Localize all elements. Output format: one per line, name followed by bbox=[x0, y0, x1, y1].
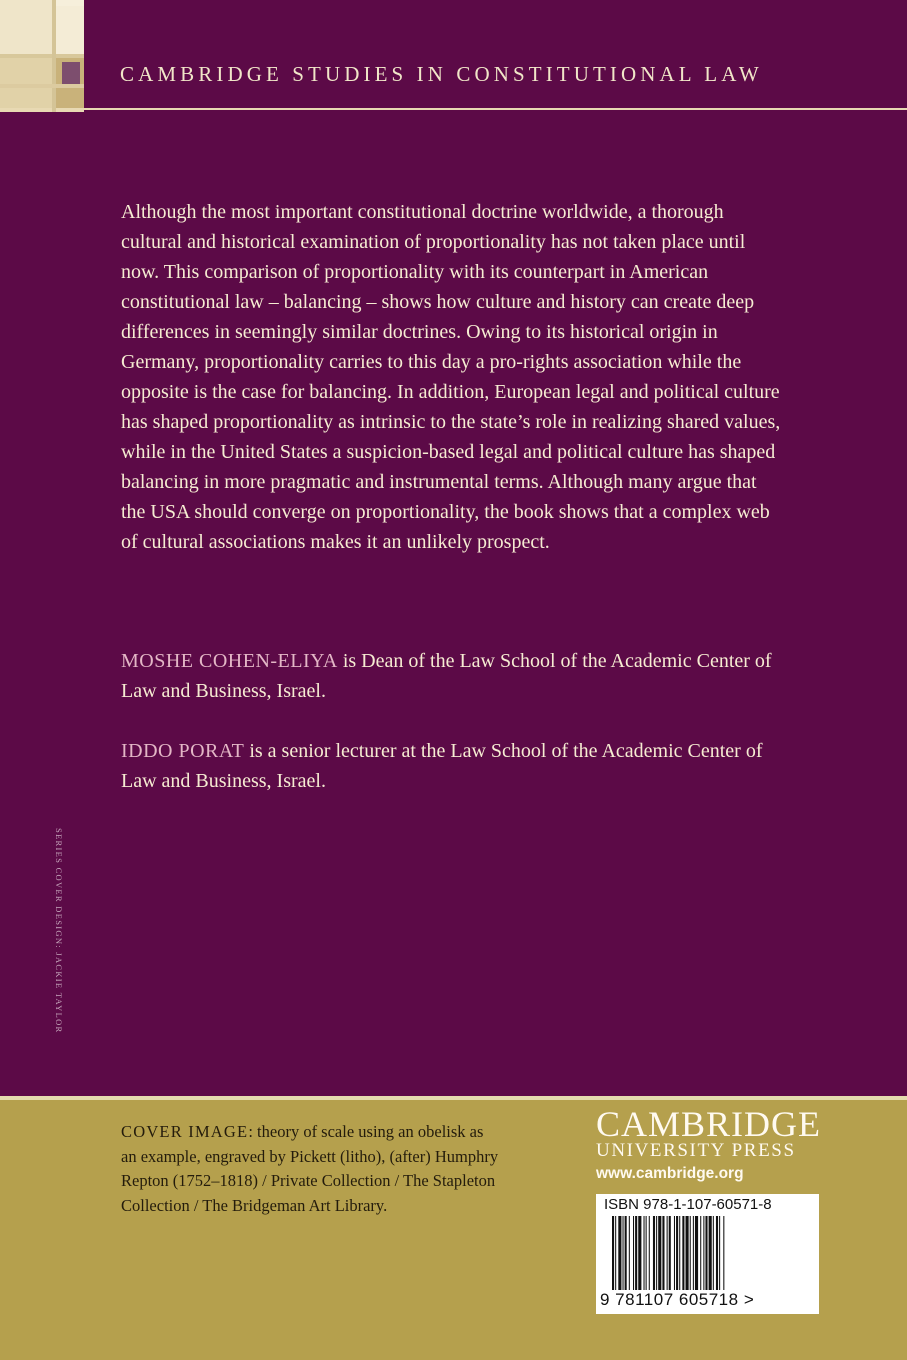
cover-image-credit bbox=[121, 1120, 501, 1218]
design-credit bbox=[50, 828, 70, 1068]
design-credit-text: SERIES COVER DESIGN: JACKIE TAYLOR bbox=[54, 828, 64, 1034]
author-bio-2 bbox=[121, 736, 781, 796]
author-bio-1 bbox=[121, 646, 781, 706]
publisher-subname: UNIVERSITY PRESS bbox=[596, 1140, 796, 1161]
series-title: CAMBRIDGE STUDIES IN CONSTITUTIONAL LAW bbox=[120, 62, 763, 86]
barcode-icon bbox=[610, 1216, 806, 1290]
author-name-1: MOSHE COHEN-ELIYA bbox=[121, 650, 338, 672]
publisher-url[interactable]: www.cambridge.org bbox=[596, 1165, 744, 1182]
cover-image-label: COVER IMAGE bbox=[121, 1122, 249, 1141]
author-bio-text-1: is Dean of the Law School of the Academic Center of Law and Business, Israel. bbox=[121, 650, 772, 702]
top-decoration bbox=[0, 0, 907, 112]
isbn-label: ISBN 978-1-107-60571-8 bbox=[604, 1196, 772, 1213]
top-rule bbox=[84, 108, 907, 110]
author-bio-text-2: is a senior lecturer at the Law School of the Academic Center of Law and Business, Israel. bbox=[121, 740, 763, 792]
isbn-barcode-box bbox=[596, 1194, 819, 1314]
cover-image-text: : theory of scale using an obelisk as an example, engraved by Pickett (litho), (after) Humphry Repton (1752–1818) / Private Collection / The Stapleton Collection / The Bridgeman Art Library. bbox=[121, 1122, 499, 1215]
publisher-name: CAMBRIDGE bbox=[596, 1104, 822, 1144]
book-blurb: Although the most important constitutional doctrine worldwide, a thorough cultural and historical examination of proportionality has not taken place until now. This comparison of proportionality with its counterpart in American constitutional law – balancing – shows how culture and history can create deep differences in seemingly similar doctrines. Owing to its historical origin in Germany, proportionality carries to this day a pro-rights association while the opposite is the case for balancing. In addition, European legal and political culture has shaped proportionality as intrinsic to the state’s role in realizing shared values, while in the United States a suspicion-based legal and political culture has shaped balancing in more pragmatic and instrumental terms. Although many argue that the USA should converge on proportionality, the book shows that a complex web of cultural associations makes it an unlikely prospect. bbox=[121, 201, 781, 553]
publisher-logo bbox=[596, 1106, 826, 1183]
author-name-2: IDDO PORAT bbox=[121, 740, 245, 762]
barcode-number: 9 781107 605718 > bbox=[600, 1290, 755, 1309]
